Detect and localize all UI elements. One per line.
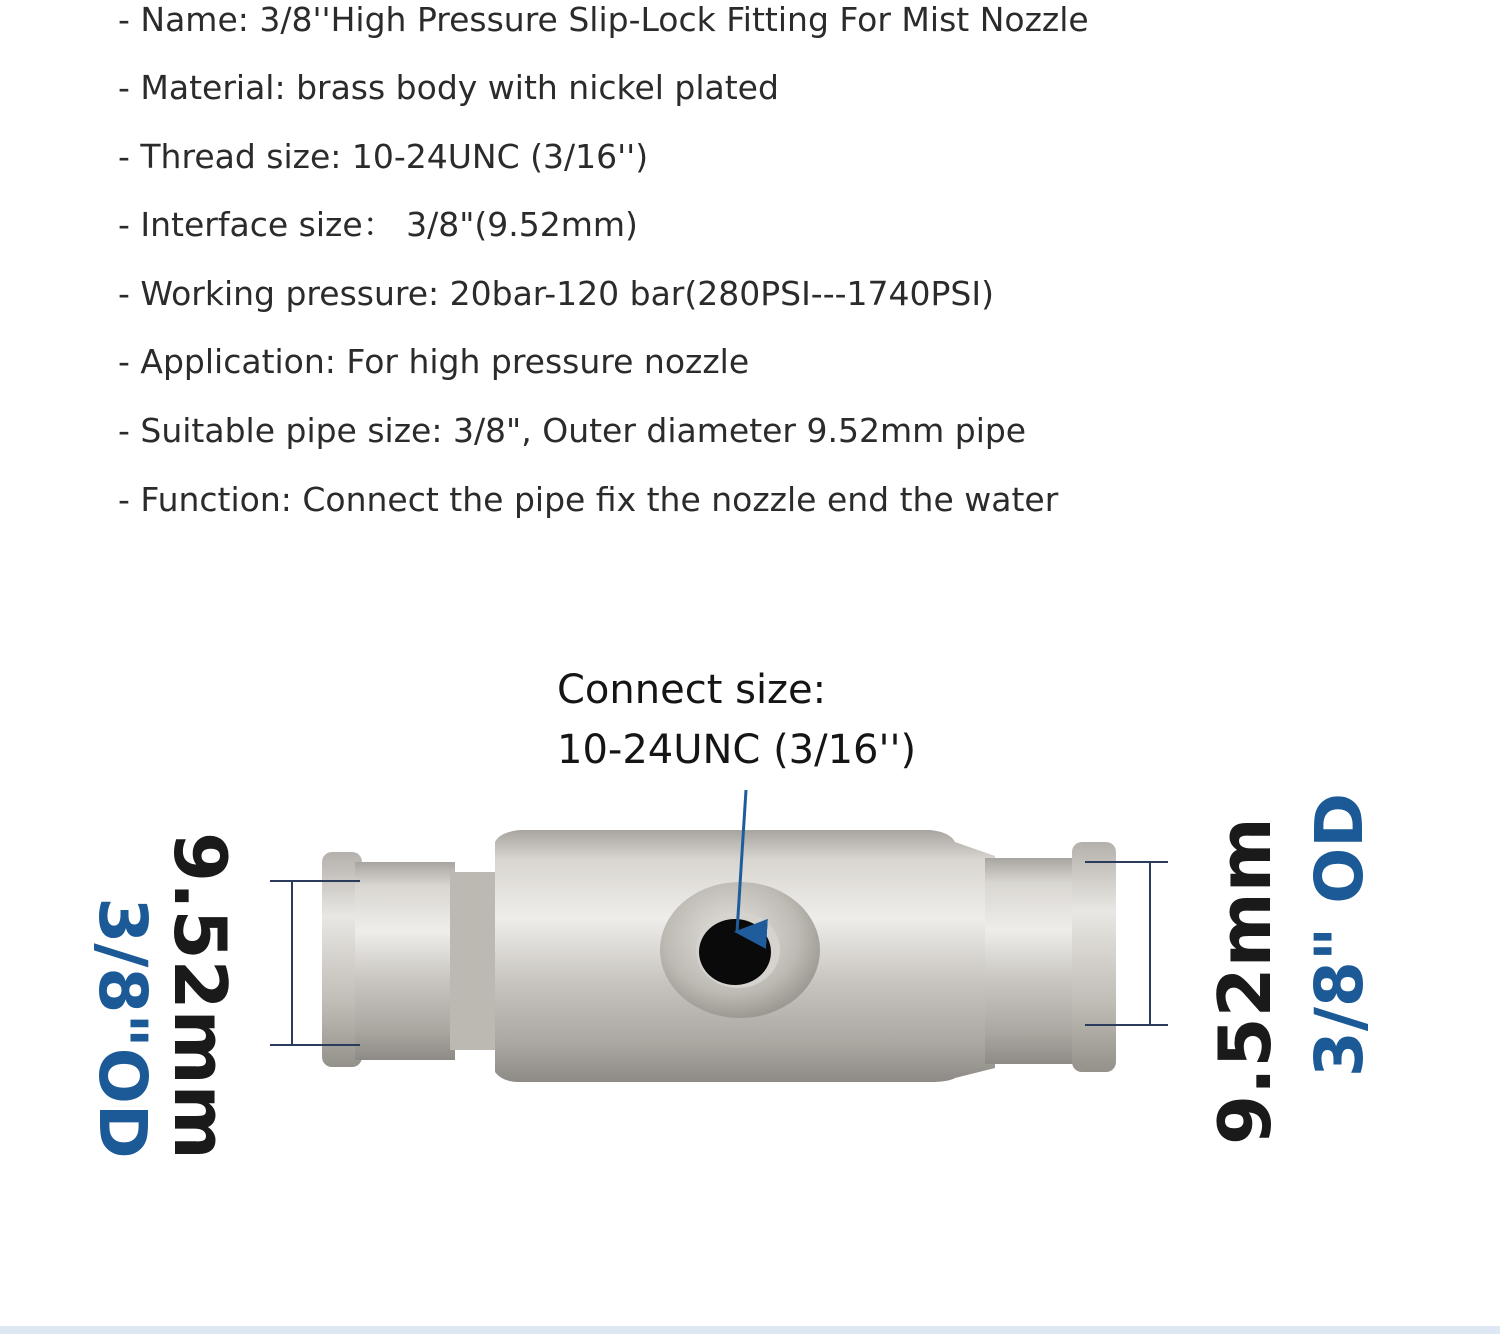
bottom-edge bbox=[0, 1326, 1500, 1334]
left-sleeve bbox=[355, 862, 455, 1060]
spec-interface: - Interface size： 3/8"(9.52mm) bbox=[118, 205, 638, 244]
spec-application: - Application: For high pressure nozzle bbox=[118, 342, 750, 381]
callout-line-2: 10-24UNC (3/16'') bbox=[557, 727, 917, 773]
callout-line-1: Connect size: bbox=[557, 667, 827, 713]
spec-function: - Function: Connect the pipe fix the nozzle end the water bbox=[118, 480, 1059, 519]
left-diameter-mm-label: 9.52mm bbox=[158, 832, 242, 1160]
spec-material: - Material: brass body with nickel plated bbox=[118, 68, 779, 107]
spec-thread-size: - Thread size: 10-24UNC (3/16'') bbox=[118, 137, 649, 176]
left-od-label: 3/8"OD bbox=[84, 897, 161, 1159]
right-diameter-mm-label: 9.52mm bbox=[1203, 817, 1287, 1145]
connect-size-callout bbox=[557, 660, 916, 780]
spec-pressure: - Working pressure: 20bar-120 bar(280PSI---1740PSI) bbox=[118, 274, 994, 313]
spec-pipe-size: - Suitable pipe size: 3/8", Outer diameter 9.52mm pipe bbox=[118, 411, 1027, 450]
thread-hole bbox=[699, 919, 771, 985]
right-od-label: 3/8" OD bbox=[1301, 792, 1378, 1078]
right-collet-ring bbox=[1072, 842, 1116, 1072]
spec-name: - Name: 3/8''High Pressure Slip-Lock Fitting For Mist Nozzle bbox=[118, 0, 1089, 39]
